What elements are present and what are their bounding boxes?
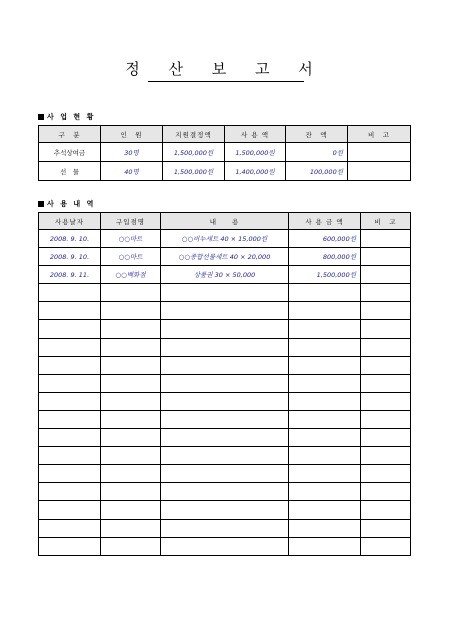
cell-date: [39, 320, 101, 338]
cell-remarks: [361, 465, 411, 483]
cell-amount: [289, 284, 361, 302]
cell-amount: 800,000원: [289, 248, 361, 266]
header-store: 구입점명: [101, 213, 161, 230]
cell-remarks: [361, 429, 411, 447]
cell-date: [39, 465, 101, 483]
cell-store: [101, 284, 161, 302]
cell-content: [161, 374, 289, 392]
cell-content: [161, 338, 289, 356]
header-headcount: 인 원: [101, 126, 163, 143]
header-content: 내 용: [161, 213, 289, 230]
cell-store: [101, 338, 161, 356]
cell-amount: [289, 537, 361, 555]
cell-balance: 100,000원: [286, 162, 348, 181]
table-row: [39, 320, 411, 338]
cell-date: [39, 483, 101, 501]
cell-date: [39, 447, 101, 465]
cell-category: 추석상여금: [39, 143, 101, 162]
table-row: [39, 143, 411, 162]
header-remarks: 비 고: [348, 126, 411, 143]
header-used-amount: 사 용 액: [225, 126, 286, 143]
cell-remarks: [361, 483, 411, 501]
cell-content: ○○비누세트 40 × 15,000원: [161, 230, 289, 248]
table-row: [39, 230, 411, 248]
cell-store: [101, 537, 161, 555]
header-balance: 잔 액: [286, 126, 348, 143]
table-row: [39, 392, 411, 410]
cell-approved-amount: 1,500,000원: [163, 143, 225, 162]
cell-date: [39, 429, 101, 447]
cell-amount: [289, 338, 361, 356]
cell-store: [101, 392, 161, 410]
cell-content: [161, 483, 289, 501]
cell-amount: [289, 320, 361, 338]
cell-store: [101, 302, 161, 320]
table-row: [39, 410, 411, 428]
cell-used-amount: 1,400,000원: [225, 162, 286, 181]
page-title: 정 산 보 고 서: [125, 60, 325, 78]
cell-amount: [289, 392, 361, 410]
cell-amount: [289, 374, 361, 392]
cell-amount: [289, 410, 361, 428]
section-heading-business-status: 사 업 현 황: [38, 112, 95, 122]
cell-content: [161, 356, 289, 374]
cell-content: 상품권 30 × 50,000: [161, 266, 289, 284]
cell-remarks: [361, 374, 411, 392]
cell-date: [39, 392, 101, 410]
cell-remarks: [361, 302, 411, 320]
cell-used-amount: 1,500,000원: [225, 143, 286, 162]
table-row: [39, 338, 411, 356]
cell-remarks: [361, 410, 411, 428]
cell-remarks: [361, 537, 411, 555]
square-bullet-icon: [38, 114, 44, 120]
cell-amount: [289, 519, 361, 537]
cell-amount: [289, 465, 361, 483]
cell-remarks: [361, 392, 411, 410]
cell-balance: 0원: [286, 143, 348, 162]
table-row: [39, 356, 411, 374]
cell-amount: [289, 483, 361, 501]
cell-content: [161, 447, 289, 465]
table-row: [39, 248, 411, 266]
cell-content: ○○종합선물세트 40 × 20,000: [161, 248, 289, 266]
cell-remarks: [361, 338, 411, 356]
cell-remarks: [361, 320, 411, 338]
cell-content: [161, 501, 289, 519]
cell-content: [161, 429, 289, 447]
cell-store: [101, 519, 161, 537]
cell-store: [101, 447, 161, 465]
table-row: [39, 465, 411, 483]
cell-date: 2008. 9. 10.: [39, 230, 101, 248]
usage-details-table: [38, 212, 411, 556]
header-date: 사용날자: [39, 213, 101, 230]
section-heading-usage-details: 사 용 내 역: [38, 199, 95, 209]
cell-headcount: 40명: [101, 162, 163, 181]
table-row: [39, 483, 411, 501]
cell-remarks: [361, 284, 411, 302]
cell-amount: [289, 501, 361, 519]
table-row: [39, 162, 411, 181]
cell-store: [101, 356, 161, 374]
cell-date: [39, 374, 101, 392]
cell-store: [101, 465, 161, 483]
title-underline: [148, 81, 304, 82]
table-row: [39, 537, 411, 555]
table-row: [39, 302, 411, 320]
square-bullet-icon: [38, 201, 44, 207]
table-row: [39, 429, 411, 447]
cell-remarks: [361, 356, 411, 374]
cell-remarks: [361, 266, 411, 284]
cell-date: [39, 537, 101, 555]
cell-store: ○○마트: [101, 230, 161, 248]
cell-store: [101, 374, 161, 392]
cell-store: [101, 483, 161, 501]
table-header-row: [39, 126, 411, 143]
cell-store: ○○마트: [101, 248, 161, 266]
header-approved-amount: 지원결정액: [163, 126, 225, 143]
cell-approved-amount: 1,500,000원: [163, 162, 225, 181]
cell-remarks: [361, 447, 411, 465]
business-status-table: [38, 125, 411, 181]
cell-remarks: [361, 501, 411, 519]
table-row: [39, 501, 411, 519]
cell-date: [39, 519, 101, 537]
table-row: [39, 447, 411, 465]
table-row: [39, 266, 411, 284]
cell-headcount: 30명: [101, 143, 163, 162]
cell-content: [161, 320, 289, 338]
table-row: [39, 374, 411, 392]
cell-date: [39, 302, 101, 320]
cell-content: [161, 392, 289, 410]
cell-date: 2008. 9. 10.: [39, 248, 101, 266]
cell-content: [161, 410, 289, 428]
cell-remarks: [361, 230, 411, 248]
cell-remarks: [348, 162, 411, 181]
header-remarks: 비 고: [361, 213, 411, 230]
cell-amount: 1,500,000원: [289, 266, 361, 284]
table-row: [39, 284, 411, 302]
cell-amount: 600,000원: [289, 230, 361, 248]
cell-date: [39, 338, 101, 356]
cell-content: [161, 519, 289, 537]
table-header-row: [39, 213, 411, 230]
cell-remarks: [348, 143, 411, 162]
cell-store: [101, 320, 161, 338]
cell-remarks: [361, 519, 411, 537]
cell-store: [101, 501, 161, 519]
cell-remarks: [361, 248, 411, 266]
header-amount: 사 용 금 액: [289, 213, 361, 230]
cell-date: [39, 501, 101, 519]
cell-amount: [289, 356, 361, 374]
cell-store: [101, 429, 161, 447]
cell-amount: [289, 302, 361, 320]
cell-amount: [289, 447, 361, 465]
cell-content: [161, 537, 289, 555]
cell-store: [101, 410, 161, 428]
cell-date: [39, 356, 101, 374]
header-category: 구 분: [39, 126, 101, 143]
cell-category: 선 물: [39, 162, 101, 181]
cell-store: ○○백화점: [101, 266, 161, 284]
cell-date: [39, 410, 101, 428]
cell-date: [39, 284, 101, 302]
cell-content: [161, 465, 289, 483]
cell-amount: [289, 429, 361, 447]
cell-content: [161, 284, 289, 302]
cell-content: [161, 302, 289, 320]
table-row: [39, 519, 411, 537]
cell-date: 2008. 9. 11.: [39, 266, 101, 284]
